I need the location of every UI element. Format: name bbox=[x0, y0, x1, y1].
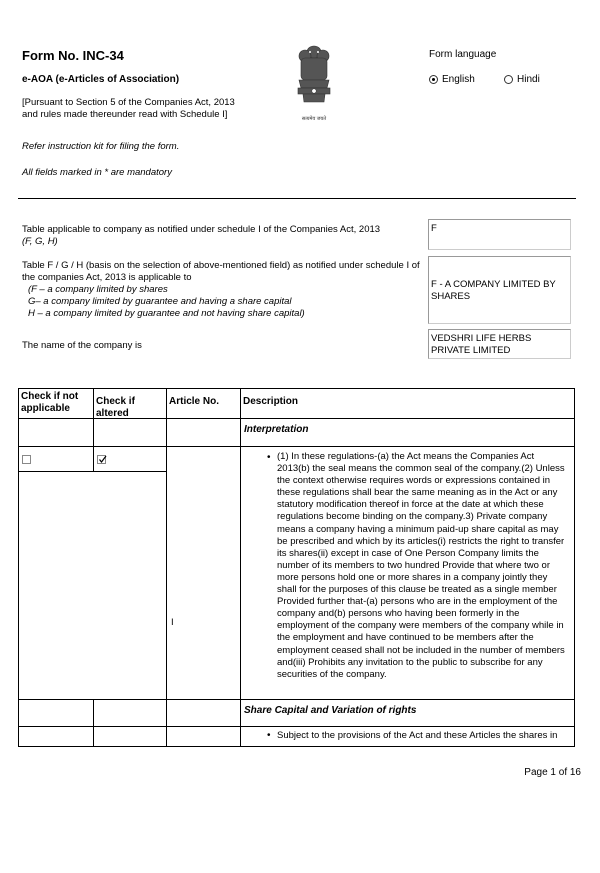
pursuant-text: [Pursuant to Section 5 of the Companies Act, 2013 and rules made thereunder read with Schedule I] bbox=[22, 97, 235, 120]
section-interpretation: Interpretation bbox=[241, 419, 575, 447]
header-description: Description bbox=[241, 389, 575, 419]
row2-cell bbox=[167, 727, 241, 747]
radio-button-english[interactable] bbox=[429, 75, 438, 84]
company-name-label: The name of the company is bbox=[22, 340, 142, 351]
article-description: (1) In these regulations-(a) the Act means the Companies Act 2013(b) the seal means the common seal of the company.(2) Unless the context otherwise requires words or expressions contained in these regulations shall bear the same meaning as in the Act or any statutory modification thereof in force at the date at which these regulations become binding on the company.3) Private company means a company having a minimum paid-up share capital as may be prescribed and which by its articles(i) restricts the right to transfer its shares(ii) except in case of One Person Company limits the number of its members to two hundred Provide that where two or more persons hold one or more shares in a company jointly they shall for the purposes of this clause be treated as a single member Provided further that-(a) persons who are in the employment of the company and(b) persons who having been formerly in the employment of the company were members of the company while in the employment and have continued to be members after the employment ceased shall not be included in the number of members and(iii) Prohibits any invitation to the public to subscribe for any securities of the company. bbox=[277, 451, 565, 680]
page-number: Page 1 of 16 bbox=[524, 767, 581, 778]
articles-table bbox=[18, 388, 575, 747]
radio-hindi-label: Hindi bbox=[517, 74, 540, 85]
row2-description-cell bbox=[241, 727, 575, 747]
emblem-caption: सत्यमेव जयते bbox=[301, 116, 327, 122]
header-article-no: Article No. bbox=[167, 389, 241, 419]
bullet-icon: • bbox=[267, 730, 271, 741]
altered-checkbox[interactable] bbox=[97, 455, 106, 464]
radio-english[interactable] bbox=[429, 74, 475, 85]
section-empty-cell bbox=[167, 419, 241, 447]
not-applicable-cell bbox=[19, 447, 94, 472]
form-name: e-AOA (e-Articles of Association) bbox=[22, 74, 180, 85]
header-altered: Check if altered bbox=[94, 389, 167, 419]
header-divider bbox=[18, 198, 576, 199]
table-fgh-field[interactable]: F - A COMPANY LIMITED BY SHARES bbox=[428, 256, 571, 324]
row1-empty-left bbox=[19, 472, 167, 700]
section-empty-cell bbox=[94, 700, 167, 727]
form-number: Form No. INC-34 bbox=[22, 48, 124, 63]
article-description-cell bbox=[241, 447, 575, 700]
radio-hindi[interactable] bbox=[504, 74, 540, 85]
altered-cell bbox=[94, 447, 167, 472]
not-applicable-checkbox[interactable] bbox=[22, 455, 31, 464]
bullet-icon: • bbox=[267, 452, 271, 463]
row2-description: Subject to the provisions of the Act and these Articles the shares in bbox=[277, 730, 558, 741]
section-share-capital: Share Capital and Variation of rights bbox=[241, 700, 575, 727]
table-applicable-field[interactable]: F bbox=[428, 219, 571, 250]
row2-cell bbox=[19, 727, 94, 747]
section-empty-cell bbox=[19, 419, 94, 447]
section-empty-cell bbox=[19, 700, 94, 727]
lion-capital-emblem-icon bbox=[291, 42, 337, 110]
instruction-note: Refer instruction kit for filing the form. bbox=[22, 141, 180, 152]
table-fgh-label: Table F / G / H (basis on the selection of above-mentioned field) as notified under schedule I of the companies Act, 2013 is applicable to (F – a company limited by shares G– a company limited by guarantee and having a share capital H – a company limited by guarantee and not having share capital) bbox=[22, 260, 420, 319]
table-applicable-label: Table applicable to company as notified under schedule I of the Companies Act, 2013 (F, G, H) bbox=[22, 224, 381, 247]
mandatory-note: All fields marked in * are mandatory bbox=[22, 167, 172, 178]
row2-cell bbox=[94, 727, 167, 747]
checkmark-icon bbox=[98, 455, 107, 464]
section-empty-cell bbox=[167, 700, 241, 727]
header-not-applicable: Check if not applicable bbox=[19, 389, 94, 419]
form-language-label: Form language bbox=[429, 49, 497, 60]
state-emblem bbox=[290, 42, 338, 122]
radio-button-hindi[interactable] bbox=[504, 75, 513, 84]
section-empty-cell bbox=[94, 419, 167, 447]
company-name-field[interactable]: VEDSHRI LIFE HERBS PRIVATE LIMITED bbox=[428, 329, 571, 359]
radio-english-label: English bbox=[442, 74, 475, 85]
article-number: I bbox=[167, 447, 241, 700]
